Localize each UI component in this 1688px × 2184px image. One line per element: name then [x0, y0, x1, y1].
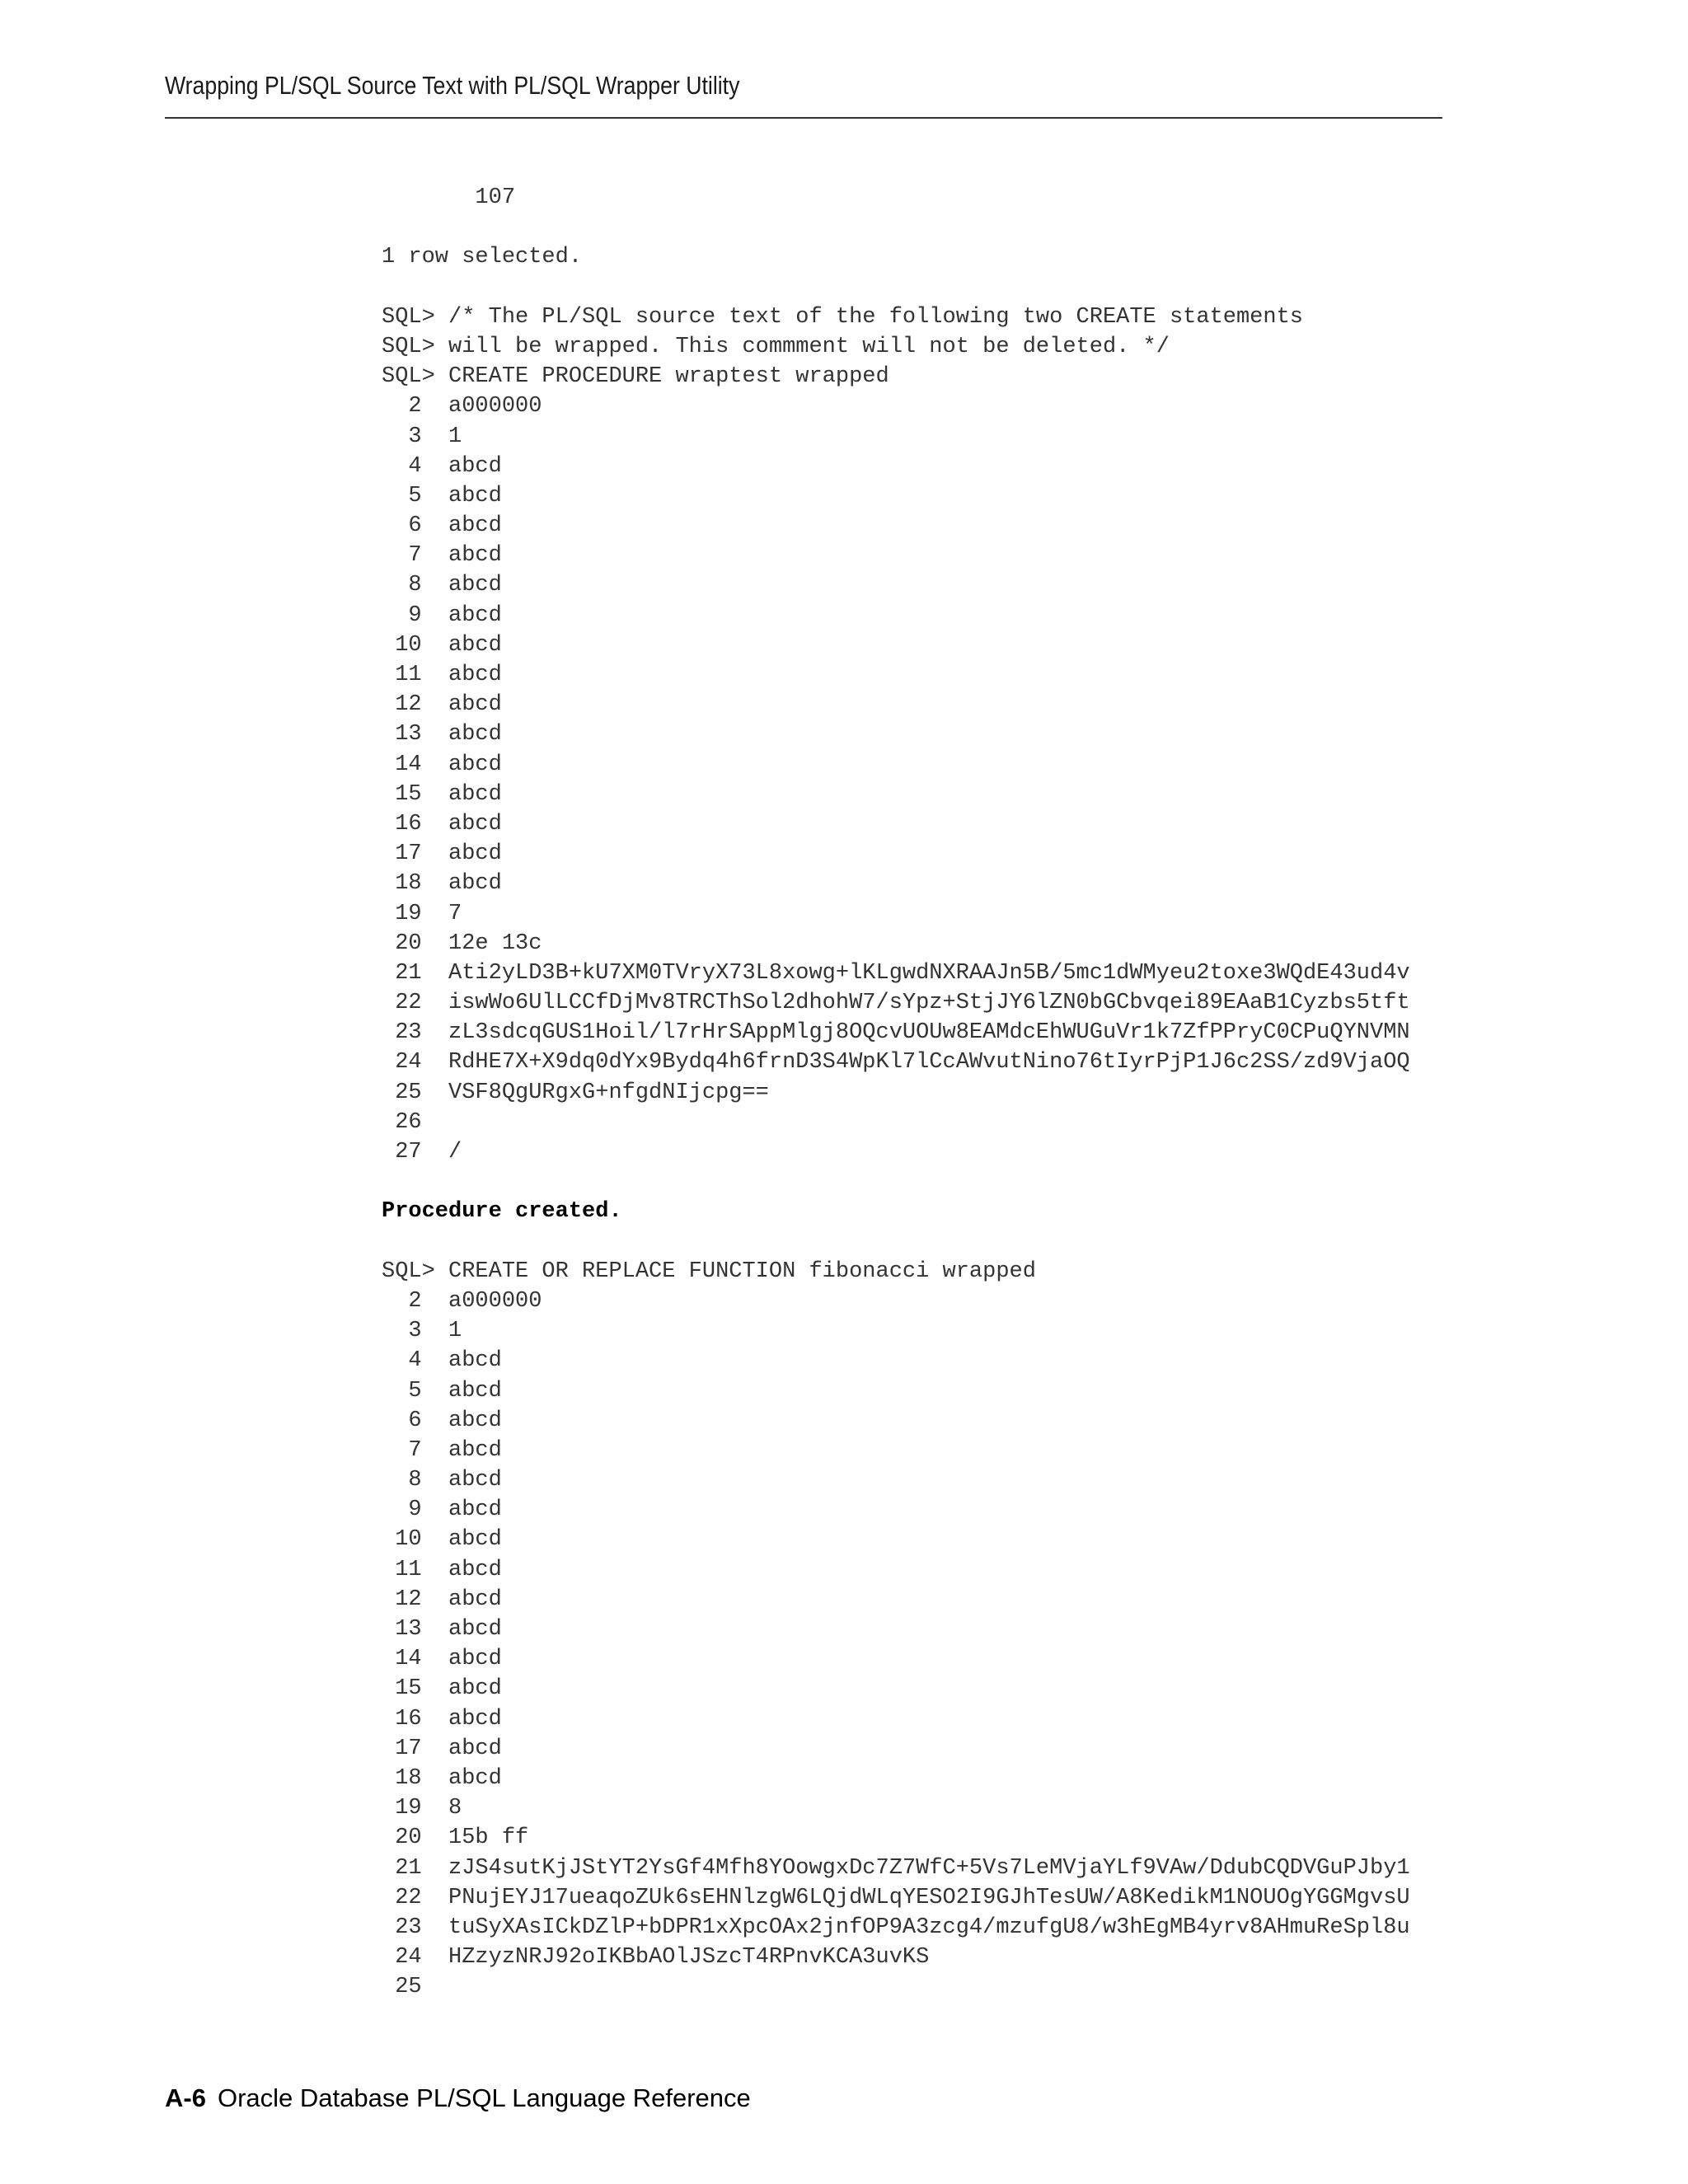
code-line: 13 abcd [382, 722, 502, 748]
code-line: 19 8 [382, 1796, 462, 1821]
code-status-line: Procedure created. [382, 1199, 622, 1225]
code-line: 13 abcd [382, 1617, 502, 1642]
code-line: 22 iswWo6UlLCCfDjMv8TRCThSol2dhohW7/sYpz+StjJY6lZN0bGCbvqei89EAaB1Cyzbs5tft [382, 991, 1410, 1016]
code-line: 11 abcd [382, 1557, 502, 1582]
code-line: 14 abcd [382, 1647, 502, 1672]
code-line: 20 12e 13c [382, 930, 542, 956]
code-line: SQL> CREATE PROCEDURE wraptest wrapped [382, 364, 889, 390]
page-number: A-6 [165, 2083, 206, 2112]
code-line: 16 abcd [382, 811, 502, 837]
code-line: 17 abcd [382, 841, 502, 867]
code-line: 25 VSF8QgURgxG+nfgdNIjcpg== [382, 1080, 769, 1105]
code-line: 11 abcd [382, 663, 502, 687]
code-line: 23 zL3sdcqGUS1Hoil/l7rHrSAppMlgj8OQcvUOUw8EAMdcEhWUGuVr1k7ZfPPryC0CPuQYNVMN [382, 1020, 1410, 1046]
code-line: 20 15b ff [382, 1825, 529, 1851]
code-line: 14 abcd [382, 752, 502, 777]
code-example [382, 183, 1410, 2002]
code-line: 4 abcd [382, 1348, 502, 1374]
code-line: 10 abcd [382, 632, 502, 658]
code-line: 107 [382, 185, 516, 210]
code-line: 21 Ati2yLD3B+kU7XM0TVryX73L8xowg+lKLgwdNXRAAJn5B/5mc1dWMyeu2toxe3WQdE43ud4v [382, 960, 1410, 986]
code-line: SQL> /* The PL/SQL source text of the following two CREATE statements [382, 304, 1303, 330]
code-line: SQL> CREATE OR REPLACE FUNCTION fibonacci wrapped [382, 1258, 1036, 1284]
code-line: 22 PNujEYJ17ueaqoZUk6sEHNlzgW6LQjdWLqYESO2I9GJhTesUW/A8KedikM1NOUOgYGGMgvsU [382, 1885, 1410, 1910]
code-line: 8 abcd [382, 1468, 502, 1493]
code-line: 18 abcd [382, 871, 502, 897]
code-line: 24 RdHE7X+X9dq0dYx9Bydq4h6frnD3S4WpKl7lCcAWvutNino76tIyrPjP1J6c2SS/zd9VjaOQ [382, 1050, 1410, 1076]
code-line: 8 abcd [382, 573, 502, 598]
code-line: SQL> will be wrapped. This commment will not be deleted. */ [382, 334, 1170, 359]
code-line: 15 abcd [382, 1676, 502, 1702]
code-line: 10 abcd [382, 1527, 502, 1553]
page-footer [165, 2083, 751, 2113]
code-line: 4 abcd [382, 453, 502, 479]
code-line [382, 1167, 1410, 1197]
code-line: 17 abcd [382, 1736, 502, 1761]
code-line: 6 abcd [382, 1408, 502, 1433]
code-line: 1 row selected. [382, 245, 583, 270]
book-title: Oracle Database PL/SQL Language Reference [217, 2083, 751, 2112]
code-line: 7 abcd [382, 1437, 502, 1463]
code-line: 5 abcd [382, 483, 502, 509]
code-line [382, 273, 1410, 302]
code-line: 12 abcd [382, 692, 502, 718]
code-line [382, 213, 1410, 242]
code-line: 26 [382, 1109, 422, 1135]
code-line: 2 a000000 [382, 394, 542, 419]
code-line: 25 [382, 1975, 422, 2000]
code-line: 19 7 [382, 901, 462, 926]
running-header: Wrapping PL/SQL Source Text with PL/SQL Wrapper Utility [165, 71, 740, 100]
code-line: 18 abcd [382, 1765, 502, 1791]
code-line [382, 1227, 1410, 1257]
code-line: 3 1 [382, 424, 462, 449]
header-rule [165, 117, 1442, 119]
code-line: 21 zJS4sutKjJStYT2YsGf4Mfh8YOowgxDc7Z7WfC+5Vs7LeMVjaYLf9VAw/DdubCQDVGuPJby1 [382, 1855, 1410, 1881]
code-line: 5 abcd [382, 1378, 502, 1404]
code-line: 3 1 [382, 1319, 462, 1344]
code-line: 16 abcd [382, 1706, 502, 1732]
code-line: 12 abcd [382, 1586, 502, 1612]
code-line: 7 abcd [382, 543, 502, 569]
code-line: 6 abcd [382, 513, 502, 539]
code-line: 15 abcd [382, 781, 502, 807]
code-line: 9 abcd [382, 1497, 502, 1523]
code-line: 9 abcd [382, 602, 502, 628]
code-line: 2 a000000 [382, 1288, 542, 1314]
code-line: 23 tuSyXAsICkDZlP+bDPR1xXpcOAx2jnfOP9A3zcg4/mzufgU8/w3hEgMB4yrv8AHmuReSpl8u [382, 1915, 1410, 1940]
code-line: 27 / [382, 1140, 462, 1165]
code-line: 24 HZzyzNRJ92oIKBbAOlJSzcT4RPnvKCA3uvKS [382, 1945, 930, 1971]
